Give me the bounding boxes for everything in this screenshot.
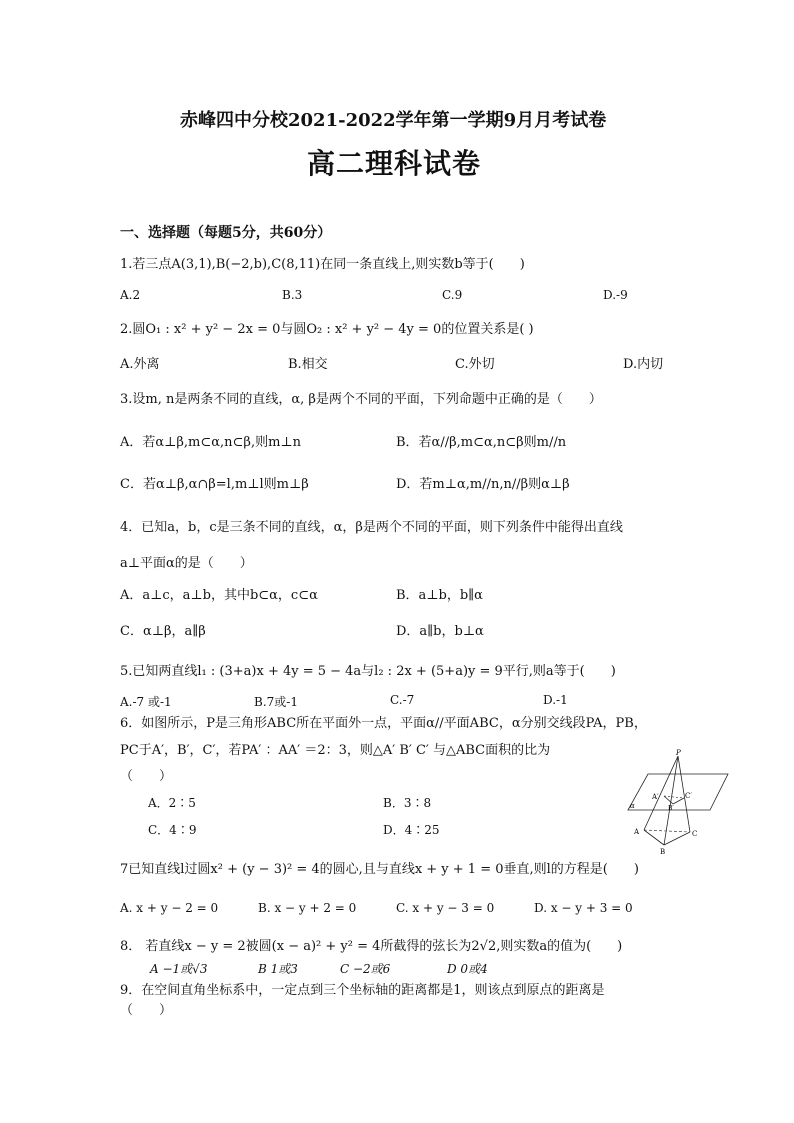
label-p: P [676, 749, 681, 757]
section-heading: 一、选择题（每题5分，共60分） [120, 225, 332, 241]
edge-ab [644, 830, 664, 845]
question-5-option-c: C.-7 [390, 693, 415, 707]
question-8-stem: 8． 若直线x − y = 2被圆(x − a)² + y² = 4所截得的弦长为2√2,则实数a的值为( ) [120, 939, 623, 954]
question-3-stem: 3.设m, n是两条不同的直线，α, β是两个不同的平面，下列命题中正确的是（ ） [120, 392, 602, 407]
question-1-option-c: C.9 [442, 288, 463, 302]
plane-alpha [628, 774, 728, 810]
question-3-option-c: C．若α⊥β,α∩β=l,m⊥l则m⊥β [120, 477, 309, 492]
question-8-option-d: D 0或4 [447, 962, 488, 976]
question-7-option-c: C. x + y − 3 = 0 [396, 901, 495, 915]
question-2-option-b: B.相交 [288, 357, 328, 372]
question-6-line-2: PC于A′，B′，C′，若PA′ ：AA′ ＝2：3，则△A′ B′ C′ 与△ABC面积的比为 [120, 743, 551, 758]
question-6-option-b: B．3∶8 [383, 796, 432, 810]
question-7-option-b: B. x − y + 2 = 0 [258, 901, 357, 915]
question-4-option-c: C．α⊥β，a∥β [120, 624, 206, 639]
question-4-option-d: D．a∥b，b⊥α [396, 624, 484, 639]
edge-bc [664, 832, 690, 845]
question-9-line-2: （ ） [120, 1003, 173, 1018]
question-2-option-d: D.内切 [623, 357, 664, 372]
question-5-stem: 5.已知两直线l₁ : (3+a)x + 4y = 5 − 4a与l₂ : 2x + (5+a)y = 9平行,则a等于( ) [120, 664, 616, 679]
question-6-figure [618, 748, 730, 858]
label-c1: C′ [685, 792, 692, 800]
question-6-line-1: 6．如图所示，P是三角形ABC所在平面外一点，平面α//平面ABC，α分别交线段PA，PB， [120, 716, 647, 731]
question-4-stem-line-1: 4．已知a，b，c是三条不同的直线，α，β是两个不同的平面，则下列条件中能得出直线 [120, 520, 623, 535]
edge-ac [644, 830, 690, 832]
question-1-stem: 1.若三点A(3,1),B(−2,b),C(8,11)在同一条直线上,则实数b等于( ) [120, 257, 525, 272]
question-7-stem: 7已知直线l过圆x² + (y − 3)² = 4的圆心,且与直线x + y + 1 = 0垂直,则l的方程是( ) [120, 862, 639, 877]
question-2-option-a: A.外离 [120, 357, 160, 372]
question-8-option-b: B 1或3 [258, 962, 298, 976]
question-3-option-d: D．若m⊥α,m//n,n//β则α⊥β [396, 477, 570, 492]
question-1-option-b: B.3 [282, 288, 303, 302]
question-7-option-d: D. x − y + 3 = 0 [534, 901, 633, 915]
question-2-stem: 2.圆O₁ : x² + y² − 2x = 0与圆O₂ : x² + y² − 4y = 0的位置关系是( ) [120, 322, 534, 337]
label-a1: A′ [652, 793, 659, 801]
question-6-option-c: C．4∶9 [148, 823, 197, 837]
question-7-option-a: A. x + y − 2 = 0 [120, 901, 219, 915]
question-8-option-c: C −2或6 [340, 962, 391, 976]
label-b: B [660, 848, 666, 856]
page-title: 高二理科试卷 [307, 147, 482, 180]
exam-subtitle: 赤峰四中分校2021-2022学年第一学期9月月考试卷 [180, 110, 607, 131]
question-4-option-a: A．a⊥c，a⊥b，其中b⊂α，c⊂α [120, 588, 318, 603]
label-alpha: α [630, 802, 635, 810]
label-b1: B′ [668, 805, 674, 812]
question-5-option-b: B.7或-1 [254, 695, 298, 709]
question-4-stem-line-2: a⊥平面α的是（ ） [120, 556, 253, 571]
question-5-option-d: D.-1 [543, 693, 568, 707]
question-3-option-b: B．若α//β,m⊂α,n⊂β则m//n [396, 435, 567, 450]
question-1-option-a: A.2 [120, 288, 141, 302]
question-2-option-c: C.外切 [455, 357, 495, 372]
question-3-option-a: A．若α⊥β,m⊂α,n⊂β,则m⊥n [120, 435, 302, 450]
question-1-option-d: D.-9 [603, 288, 628, 302]
question-6-line-3: （ ） [120, 769, 173, 784]
question-6-option-a: A．2∶5 [148, 796, 196, 810]
question-9-line-1: 9．在空间直角坐标系中，一定点到三个坐标轴的距离都是1，则该点到原点的距离是 [120, 983, 605, 998]
label-a: A [634, 828, 640, 836]
edge-b1c1 [673, 798, 684, 804]
question-5-option-a: A.-7 或-1 [120, 695, 172, 709]
label-c: C [692, 830, 698, 838]
edge-pa [644, 756, 678, 830]
edge-a1c1 [664, 796, 684, 798]
question-4-option-b: B．a⊥b，b∥α [396, 588, 483, 603]
question-6-option-d: D．4∶25 [383, 823, 440, 837]
question-8-option-a: A −1或√3 [150, 962, 208, 976]
